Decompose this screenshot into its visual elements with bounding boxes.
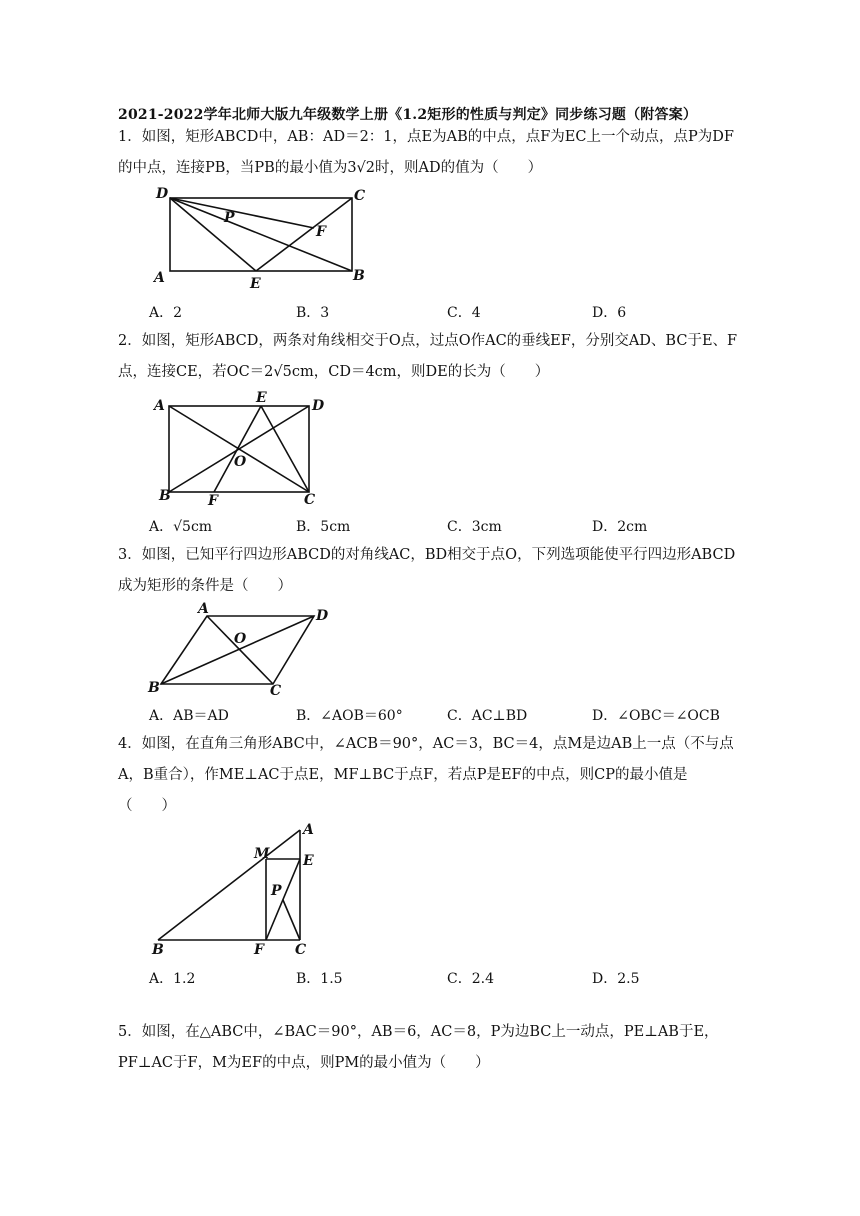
- q4-label-f: F: [254, 942, 264, 958]
- q3-label-d: D: [316, 608, 329, 624]
- q1-label-b: B: [353, 268, 365, 284]
- q3-label-b: B: [148, 680, 160, 696]
- question-5-stem: 5．如图，在△ABC中，∠BAC＝90°，AB＝6，AC＝8，P为边BC上一动点，PE⊥AB于E，PF⊥AC于F，M为EF的中点，则PM的最小值为（ ）: [118, 1024, 719, 1071]
- question-2-options: [149, 516, 749, 538]
- q3-label-a: A: [198, 601, 209, 617]
- q3-option-c[interactable]: C．AC⊥BD: [447, 708, 528, 724]
- question-1-stem: 1．如图，矩形ABCD中，AB：AD＝2：1，点E为AB的中点，点F为EC上一个动点，点P为DF的中点，连接PB，当PB的最小值为3√2时，则AD的值为（ ）: [118, 129, 734, 176]
- q3-option-a[interactable]: A．AB＝AD: [149, 708, 229, 724]
- q1-label-a: A: [154, 270, 165, 286]
- question-3-options: [149, 705, 749, 727]
- q4-option-a[interactable]: A．1.2: [149, 971, 196, 987]
- q3-label-o: O: [234, 631, 247, 647]
- question-4-options: [149, 968, 749, 990]
- q3-option-b[interactable]: B．∠AOB＝60°: [296, 708, 403, 724]
- q1-option-b[interactable]: B．3: [296, 305, 330, 321]
- q4-label-e: E: [303, 853, 314, 869]
- q1-label-f: F: [316, 224, 326, 240]
- q2-label-o: O: [234, 454, 247, 470]
- q2-option-a[interactable]: A．√5cm: [149, 519, 213, 535]
- q3-label-c: C: [270, 683, 282, 699]
- q1-option-c[interactable]: C．4: [447, 305, 481, 321]
- q2-label-b: B: [159, 488, 171, 504]
- question-2-figure: [150, 388, 330, 510]
- question-1-figure: [150, 186, 370, 294]
- q1-label-p: P: [224, 210, 235, 226]
- q2-label-d: D: [312, 398, 325, 414]
- question-4-figure: [150, 818, 330, 960]
- q1-label-c: C: [354, 188, 366, 204]
- q4-option-d[interactable]: D．2.5: [592, 971, 640, 987]
- question-2-stem: 2．如图，矩形ABCD，两条对角线相交于O点，过点O作AC的垂线EF，分别交AD、BC于E、F点，连接CE，若OC＝2√5cm，CD＝4cm，则DE的长为（ ）: [118, 333, 738, 380]
- q4-label-a: A: [303, 822, 314, 838]
- q4-label-c: C: [295, 942, 307, 958]
- q4-label-m: M: [254, 846, 270, 862]
- q2-label-f: F: [208, 493, 218, 509]
- q1-option-d[interactable]: D．6: [592, 305, 627, 321]
- q2-label-a: A: [154, 398, 165, 414]
- q2-label-e: E: [256, 390, 267, 406]
- q3-option-d[interactable]: D．∠OBC＝∠OCB: [592, 708, 720, 724]
- q1-label-d: D: [156, 186, 169, 202]
- q2-option-d[interactable]: D．2cm: [592, 519, 648, 535]
- q2-option-c[interactable]: C．3cm: [447, 519, 502, 535]
- question-1-options: [149, 302, 749, 324]
- q4-label-b: B: [152, 942, 164, 958]
- q4-option-c[interactable]: C．2.4: [447, 971, 494, 987]
- q1-label-e: E: [250, 276, 261, 292]
- q4-label-p: P: [271, 883, 282, 899]
- page-title: 2021-2022学年北师大版九年级数学上册《1.2矩形的性质与判定》同步练习题（附答案）: [118, 107, 698, 123]
- question-4-stem: 4．如图，在直角三角形ABC中，∠ACB＝90°，AC＝3，BC＝4，点M是边AB上一点（不与点A，B重合），作ME⊥AC于点E，MF⊥BC于点F，若点P是EF的中点，则CP的最小值是（ ）: [118, 736, 734, 814]
- q2-label-c: C: [304, 492, 316, 508]
- q1-option-a[interactable]: A．2: [149, 305, 183, 321]
- question-3-figure: [146, 602, 346, 698]
- question-3-stem: 3．如图，已知平行四边形ABCD的对角线AC，BD相交于点O，下列选项能使平行四边形ABCD成为矩形的条件是（ ）: [118, 547, 736, 594]
- q4-option-b[interactable]: B．1.5: [296, 971, 343, 987]
- q2-option-b[interactable]: B．5cm: [296, 519, 351, 535]
